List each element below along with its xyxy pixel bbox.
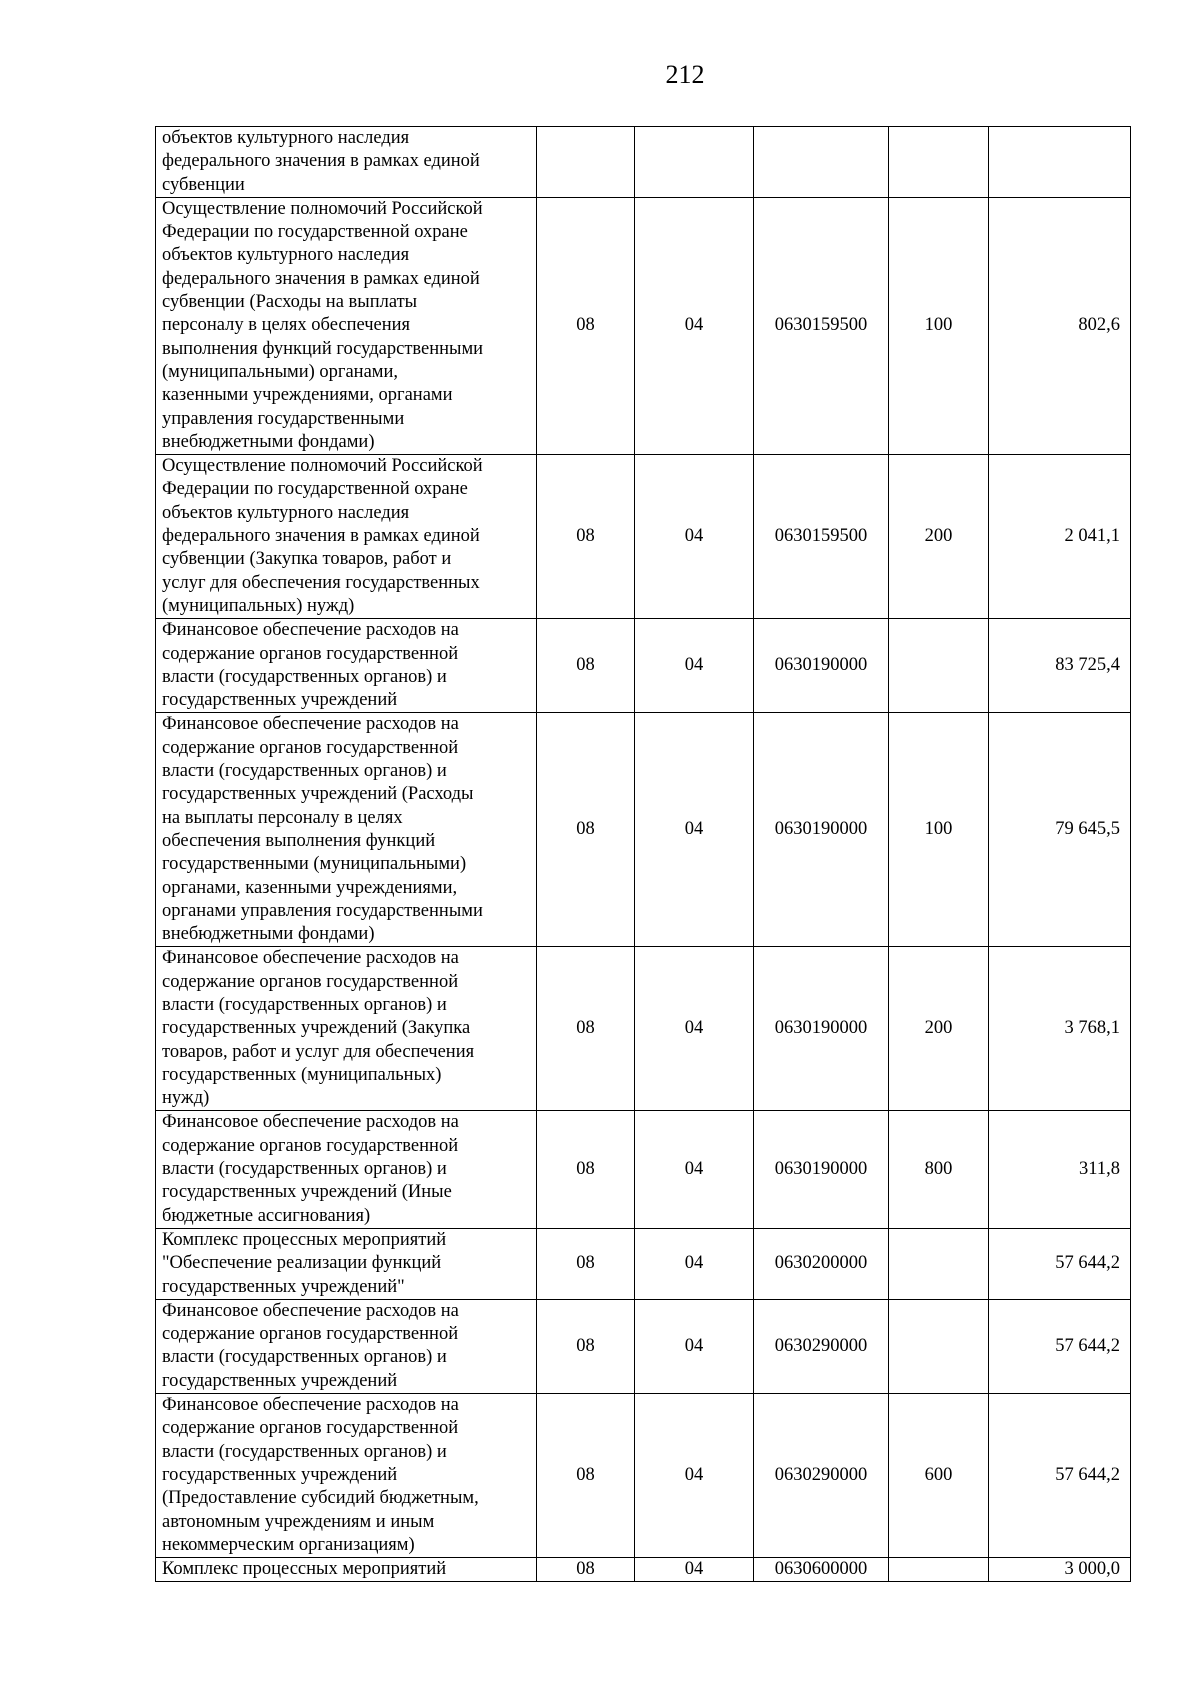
target-article-cell: 0630290000: [754, 1394, 889, 1558]
expense-name-line: государственных учреждений (Расходы: [162, 784, 474, 805]
expense-name-cell: [156, 197, 537, 454]
expense-name-line: объектов культурного наследия: [162, 245, 410, 266]
expense-name-cell: [156, 713, 537, 947]
budget-table-body: [156, 127, 1131, 1582]
expense-name-line: бюджетные ассигнования): [162, 1205, 371, 1226]
expense-name-line: нужд): [162, 1088, 210, 1109]
expense-type-cell: 100: [889, 713, 989, 947]
expense-name-line: субвенции (Расходы на выплаты: [162, 292, 418, 313]
section-code-cell: 08: [537, 1558, 635, 1582]
expense-name-line: Финансовое обеспечение расходов на: [162, 948, 459, 969]
amount-cell: [989, 127, 1131, 198]
amount-cell: 311,8: [989, 1111, 1131, 1228]
subsection-code-cell: 04: [635, 713, 754, 947]
expense-name-line: некоммерческим организациям): [162, 1534, 415, 1555]
section-code-cell: [537, 127, 635, 198]
subsection-code-cell: 04: [635, 1558, 754, 1582]
expense-type-cell: [889, 127, 989, 198]
table-row: [156, 1299, 1131, 1393]
expense-type-cell: [889, 1299, 989, 1393]
expense-name-line: содержание органов государственной: [162, 737, 459, 758]
expense-name-cell: [156, 1228, 537, 1299]
section-code-cell: 08: [537, 1394, 635, 1558]
subsection-code-cell: 04: [635, 619, 754, 713]
expense-name-line: власти (государственных органов) и: [162, 994, 447, 1015]
expense-name-line: Комплекс процессных мероприятий: [162, 1229, 447, 1250]
expense-name-line: Финансовое обеспечение расходов на: [162, 714, 459, 735]
expense-name-line: Финансовое обеспечение расходов на: [162, 1395, 459, 1416]
section-code-cell: 08: [537, 197, 635, 454]
expense-name-line: персоналу в целях обеспечения: [162, 315, 411, 336]
table-row: [156, 947, 1131, 1111]
expense-name-cell: [156, 1558, 537, 1582]
target-article-cell: 0630200000: [754, 1228, 889, 1299]
expense-name-line: субвенции (Закупка товаров, работ и: [162, 549, 452, 570]
expense-name-line: власти (государственных органов) и: [162, 666, 447, 687]
amount-cell: 79 645,5: [989, 713, 1131, 947]
expense-name-line: Финансовое обеспечение расходов на: [162, 1112, 459, 1133]
expense-name-cell: [156, 127, 537, 198]
amount-cell: 802,6: [989, 197, 1131, 454]
expense-type-cell: [889, 1558, 989, 1582]
expense-type-cell: [889, 1228, 989, 1299]
target-article-cell: 0630290000: [754, 1299, 889, 1393]
expense-name-cell: [156, 455, 537, 619]
expense-name-line: выполнения функций государственными: [162, 338, 484, 359]
expense-name-line: объектов культурного наследия: [162, 502, 410, 523]
amount-cell: 57 644,2: [989, 1394, 1131, 1558]
subsection-code-cell: 04: [635, 1111, 754, 1228]
expense-name-line: субвенции: [162, 174, 245, 195]
target-article-cell: 0630159500: [754, 197, 889, 454]
expense-name-line: власти (государственных органов) и: [162, 1441, 447, 1462]
expense-name-line: содержание органов государственной: [162, 643, 459, 664]
expense-type-cell: 200: [889, 455, 989, 619]
expense-name-line: власти (государственных органов) и: [162, 761, 447, 782]
expense-type-cell: 600: [889, 1394, 989, 1558]
expense-name-cell: [156, 1394, 537, 1558]
expense-name-line: (муниципальными) органами,: [162, 361, 399, 382]
table-row: [156, 1558, 1131, 1582]
table-row: [156, 1394, 1131, 1558]
expense-name-line: Федерации по государственной охране: [162, 222, 468, 243]
expense-name-line: содержание органов государственной: [162, 1324, 459, 1345]
expense-name-line: товаров, работ и услуг для обеспечения: [162, 1041, 475, 1062]
expense-name-line: содержание органов государственной: [162, 971, 459, 992]
target-article-cell: 0630159500: [754, 455, 889, 619]
table-row: [156, 455, 1131, 619]
expense-name-line: управления государственными: [162, 408, 405, 429]
subsection-code-cell: 04: [635, 197, 754, 454]
target-article-cell: [754, 127, 889, 198]
expense-type-cell: 200: [889, 947, 989, 1111]
table-row: [156, 197, 1131, 454]
expense-name-line: федерального значения в рамках единой: [162, 268, 480, 289]
amount-cell: 83 725,4: [989, 619, 1131, 713]
expense-name-line: государственных учреждений: [162, 690, 398, 711]
expense-name-line: обеспечения выполнения функций: [162, 830, 436, 851]
expense-type-cell: 100: [889, 197, 989, 454]
table-row: [156, 127, 1131, 198]
expense-type-cell: 800: [889, 1111, 989, 1228]
expense-name-line: государственных (муниципальных): [162, 1064, 442, 1085]
expense-name-line: "Обеспечение реализации функций: [162, 1253, 442, 1274]
expense-name-line: Осуществление полномочий Российской: [162, 456, 483, 477]
section-code-cell: 08: [537, 1299, 635, 1393]
section-code-cell: 08: [537, 1228, 635, 1299]
table-row: [156, 713, 1131, 947]
amount-cell: 3 768,1: [989, 947, 1131, 1111]
subsection-code-cell: 04: [635, 1228, 754, 1299]
expense-name-line: органами, казенными учреждениями,: [162, 877, 458, 898]
section-code-cell: 08: [537, 947, 635, 1111]
expense-name-cell: [156, 947, 537, 1111]
section-code-cell: 08: [537, 619, 635, 713]
expense-name-line: внебюджетными фондами): [162, 431, 375, 452]
target-article-cell: 0630190000: [754, 947, 889, 1111]
expense-name-line: власти (государственных органов) и: [162, 1159, 447, 1180]
expense-name-cell: [156, 1299, 537, 1393]
expense-name-line: Комплекс процессных мероприятий: [162, 1559, 447, 1580]
section-code-cell: 08: [537, 455, 635, 619]
expense-name-line: власти (государственных органов) и: [162, 1347, 447, 1368]
target-article-cell: 0630190000: [754, 713, 889, 947]
expense-name-line: (Предоставление субсидий бюджетным,: [162, 1488, 479, 1509]
expense-name-line: содержание органов государственной: [162, 1418, 459, 1439]
page-number: 212: [665, 60, 705, 89]
expense-name-line: государственных учреждений: [162, 1370, 398, 1391]
expense-name-line: (муниципальных) нужд): [162, 595, 355, 616]
expense-name-line: автономным учреждениям и иным: [162, 1511, 435, 1532]
expense-name-line: государственных учреждений (Иные: [162, 1182, 452, 1203]
expense-name-cell: [156, 1111, 537, 1228]
section-code-cell: 08: [537, 713, 635, 947]
expense-name-line: Финансовое обеспечение расходов на: [162, 1300, 459, 1321]
expense-name-line: государственных учреждений": [162, 1276, 405, 1297]
expense-name-line: внебюджетными фондами): [162, 924, 375, 945]
expense-name-line: федерального значения в рамках единой: [162, 151, 480, 172]
expense-name-line: государственными (муниципальными): [162, 854, 467, 875]
amount-cell: 57 644,2: [989, 1228, 1131, 1299]
subsection-code-cell: 04: [635, 455, 754, 619]
subsection-code-cell: [635, 127, 754, 198]
expense-name-line: Федерации по государственной охране: [162, 479, 468, 500]
expense-name-line: на выплаты персоналу в целях: [162, 807, 403, 828]
subsection-code-cell: 04: [635, 1394, 754, 1558]
expense-name-cell: [156, 619, 537, 713]
amount-cell: 2 041,1: [989, 455, 1131, 619]
amount-cell: 57 644,2: [989, 1299, 1131, 1393]
amount-cell: 3 000,0: [989, 1558, 1131, 1582]
expense-name-line: содержание органов государственной: [162, 1135, 459, 1156]
expense-name-line: государственных учреждений (Закупка: [162, 1018, 471, 1039]
table-row: [156, 619, 1131, 713]
table-row: [156, 1228, 1131, 1299]
expense-name-line: казенными учреждениями, органами: [162, 385, 453, 406]
target-article-cell: 0630600000: [754, 1558, 889, 1582]
budget-table: [155, 126, 1131, 1582]
expense-name-line: федерального значения в рамках единой: [162, 526, 480, 547]
expense-name-line: объектов культурного наследия: [162, 128, 410, 148]
target-article-cell: 0630190000: [754, 619, 889, 713]
expense-name-line: услуг для обеспечения государственных: [162, 572, 480, 593]
subsection-code-cell: 04: [635, 1299, 754, 1393]
expense-name-line: Финансовое обеспечение расходов на: [162, 620, 459, 641]
expense-name-line: Осуществление полномочий Российской: [162, 198, 483, 219]
expense-name-line: государственных учреждений: [162, 1464, 398, 1485]
table-row: [156, 1111, 1131, 1228]
target-article-cell: 0630190000: [754, 1111, 889, 1228]
section-code-cell: 08: [537, 1111, 635, 1228]
expense-name-line: органами управления государственными: [162, 900, 483, 921]
subsection-code-cell: 04: [635, 947, 754, 1111]
expense-type-cell: [889, 619, 989, 713]
